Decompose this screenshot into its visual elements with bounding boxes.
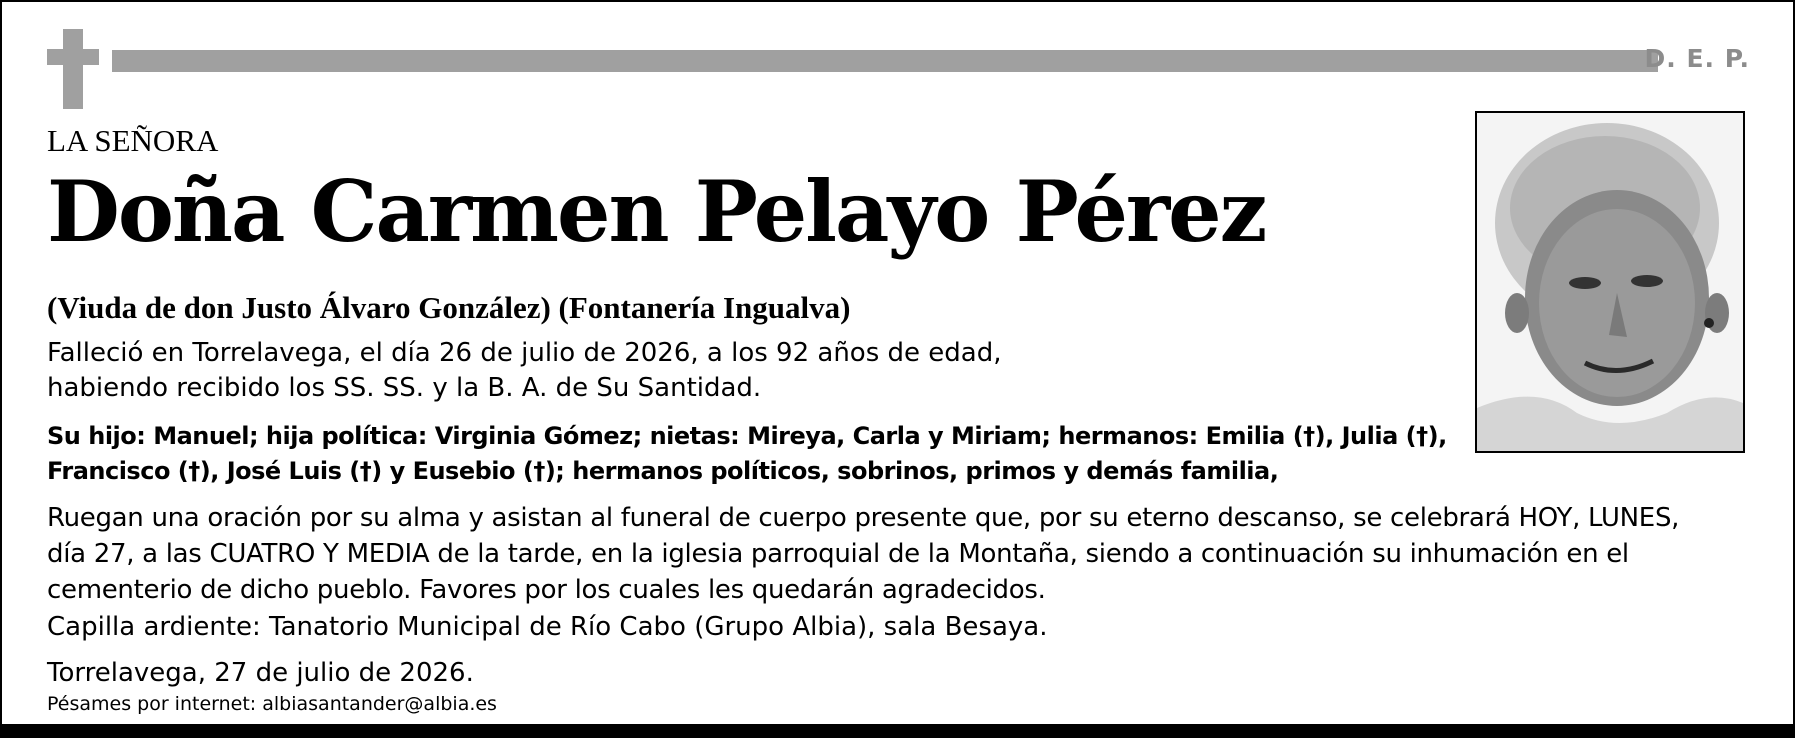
funeral-line: cementerio de dicho pueblo. Favores por los cuales les quedarán agradecidos. xyxy=(47,575,1046,605)
funeral-line: día 27, a las CUATRO Y MEDIA de la tarde, en la iglesia parroquial de la Montaña, siendo a continuación su inhumación en el xyxy=(47,539,1629,569)
deceased-name: Doña Carmen Pelayo Pérez xyxy=(47,162,1266,261)
funeral-line: Ruegan una oración por su alma y asistan al funeral de cuerpo presente que, por su eterno descanso, se celebrará HOY, LUNES, xyxy=(47,503,1680,533)
death-line: habiendo recibido los SS. SS. y la B. A. de Su Santidad. xyxy=(47,373,762,403)
death-notice xyxy=(47,336,1001,406)
header-rule xyxy=(112,50,1658,72)
intro-label: LA SEÑORA xyxy=(47,123,219,158)
place-date: Torrelavega, 27 de julio de 2026. xyxy=(47,658,474,688)
chapel-info: Capilla ardiente: Tanatorio Municipal de Río Cabo (Grupo Albia), sala Besaya. xyxy=(47,612,1048,642)
family-list xyxy=(47,419,1447,489)
family-line: Su hijo: Manuel; hija política: Virginia Gómez; nietas: Mireya, Carla y Miriam; hermanos: Emilia (†), Julia (†), xyxy=(47,422,1447,450)
dep-label: D. E. P. xyxy=(1644,44,1750,73)
widow-note: (Viuda de don Justo Álvaro González) (Fontanería Ingualva) xyxy=(47,290,851,325)
portrait-photo xyxy=(1475,111,1745,453)
death-line: Falleció en Torrelavega, el día 26 de julio de 2026, a los 92 años de edad, xyxy=(47,338,1002,368)
family-line: Francisco (†), José Luis (†) y Eusebio (†); hermanos políticos, sobrinos, primos y demás familia, xyxy=(47,457,1279,485)
funeral-notice xyxy=(47,500,1679,608)
condolences-contact: Pésames por internet: albiasantander@albia.es xyxy=(47,693,497,715)
cross-icon xyxy=(47,29,99,109)
